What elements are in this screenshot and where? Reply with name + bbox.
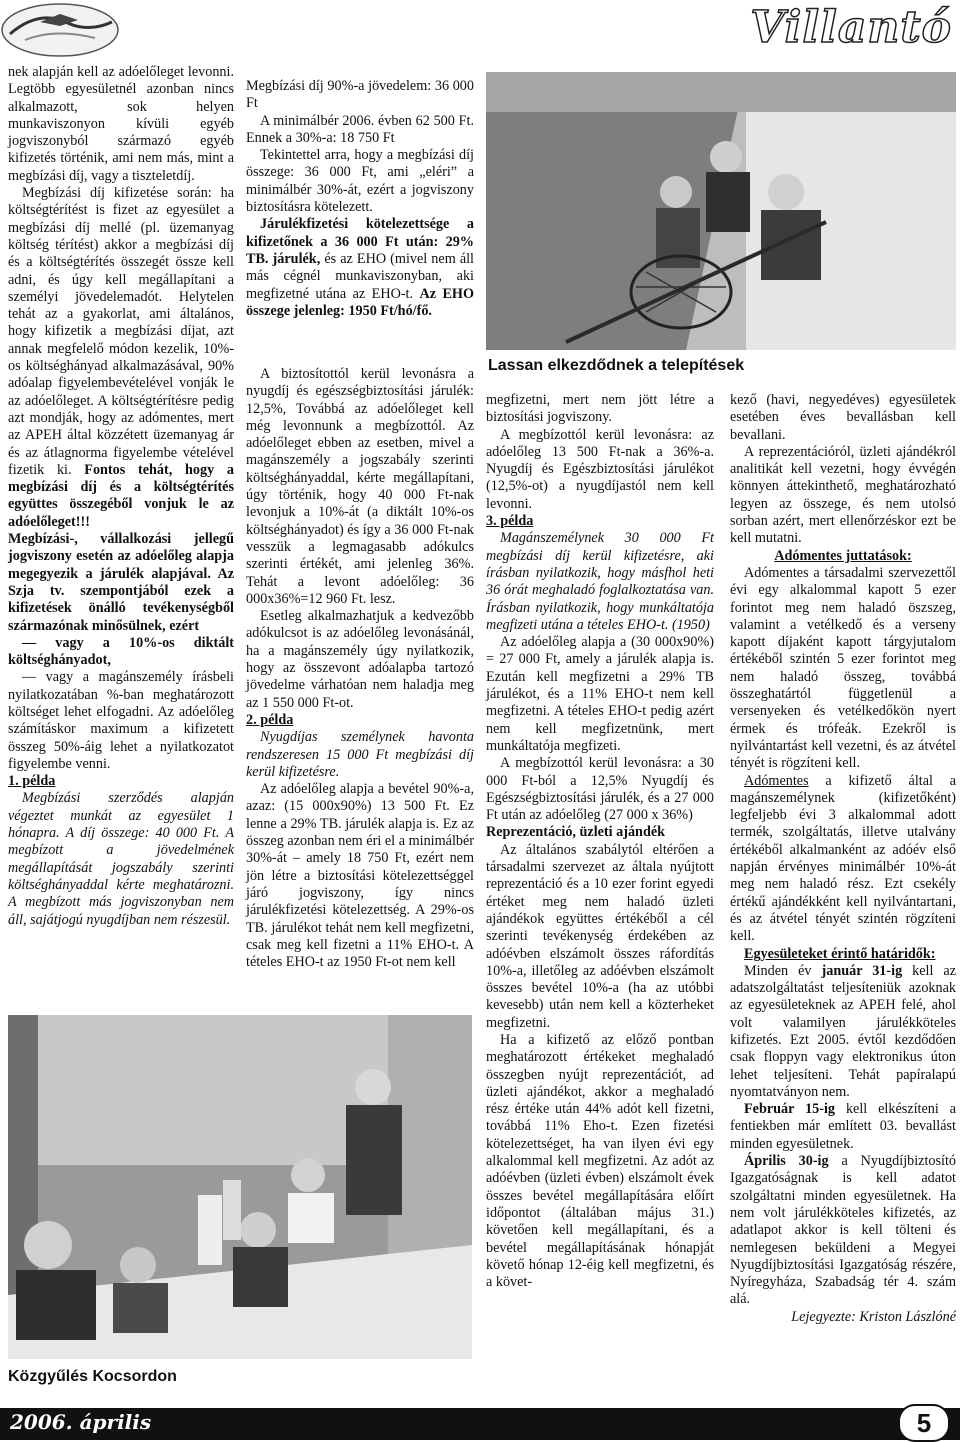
photo-caption: Lassan elkezdődnek a telepítések xyxy=(488,357,745,374)
paragraph: Tekintettel arra, hogy a megbízási díj összege: 36 000 Ft, ami „eléri” a minimálbér 30%-át, ezért a jogviszony biztosításra kötelezett. xyxy=(246,147,474,216)
signature: Lejegyezte: Kriston Lászlóné xyxy=(791,1308,956,1325)
paragraph: Megbízási-, vállalkozási jellegű jogviszony esetén az adóelőleg alapja megegyezik a járulék alapjával. Az Szja tv. szempontjából ezek a kifizetések önálló tevékenységből származónak minősülnek, ezért xyxy=(8,531,234,634)
paragraph: Esetleg alkalmazhatjuk a kedvezőbb adókulcsot is az adóelőleg levonásánál, ha a magánszemély úgy nyilatkozik, hogy az összevont adóalapba tartozó jövedelme várhatóan nem haladja meg az 1 550 000 Ft-ot. xyxy=(246,608,474,711)
paragraph: Az adóelőleg alapja a bevétel 90%-a, azaz: (15 000x90%) 13 500 Ft. Ez lenne a 29% TB. járulék alapja is. Ez az összeg azonban nem éri el a minimálbér 30%-át – amely 18 750 Ft, ezért nem jön létre a biztosítási kötelezettséggel járó jogviszony, így nincs járulékfizetési kötelezettség. A 29%-os TB. járulékot tehát nem kell megfizetni, csak meg kell fizetni a 11% EHO-t. A tételes EHO-t az 1950 Ft-ot nem kell xyxy=(246,781,474,971)
paragraph: nek alapján kell az adóelőleget levonni. Legtöbb egyesületnél azonban nincs alkalmazott, sok helyen munkaviszonyon kívüli egyéb jogviszonyból származó egyéb kifizetés történik, ami nem más, mint a megbízási díj, vagy a tiszteletdíj. xyxy=(8,64,234,184)
paragraph: Minden év január 31-ig kell az adatszolgáltatást teljesíteniük azoknak az egyesületeknek az APEH felé, ahol volt valamilyen járulékköteles kifizetés. Ezt 2005. évtől kezdődően csak floppyn vagy elektronikus úton lehet teljesíteni. Tehát papíralapú nyomtatványon nem. xyxy=(730,962,957,1100)
paragraph: Az általános szabálytól eltérően a társadalmi szervezet az általa nyújtott reprezentáció és a 10 ezer forint egyedi értéket meg nem haladó üzleti ajándékok együttes értékéből a cél szerinti tevékenység érdekében az adóévben elszámolt összes ráfordítás 10%-a, illetőleg az adóévben elszámolt összes bevétel 10%-a (ha az utóbbi kevesebb) után nem kell a közterheket megfizetni. xyxy=(486,841,714,1031)
paragraph: Adómentes a kifizető által a magánszemélynek (kifizetőként) legfeljebb évi 3 alkalommal adott termék, szolgáltatás, illetve utalvány értékéből alkalmanként az adóév első napján érvényes minimálbér 10%-át meg nem haladó rész. Ezt csekély értékű ajándékként kell nyilvántartani, és az átvétel tényét szintén rögzíteni kell. xyxy=(730,772,956,945)
paragraph: Járulékfizetési kötelezettsége a kifizetőnek a 36 000 Ft után: 29% TB. járulék, és az EHO (mivel nem áll más cégnél munkaviszonyban, aki megfizetné utána az EHO-t. Az EHO összege jelenleg: 1950 Ft/hó/fő. xyxy=(246,216,475,319)
paragraph: Adómentes a társadalmi szervezettől évi egy alkalommal kapott 5 ezer forintot meg nem haladó öszszeg, valamint a vetélkedő és a verseny kapott díjaként kapott tárgyjutalom értékéből szintén 5 ezer forintot meg nem haladó összeg, továbbá összeghatártól függetlenül a versenyeken és vetélkedőkön nyert érmek és trófeák. Ezekről is nyilvántartást kell vezetni, és az átvétel tényét is rögzíteni kell. xyxy=(730,564,956,772)
paragraph: A megbízottól kerül levonásra: az adóelőleg 13 500 Ft-nak a 36%-a. Nyugdíj és Egészbiztosítási járulékot (12,5%-ot) a nyugdíjastól nem kell levonni. xyxy=(486,426,714,512)
section-heading: Reprezentáció, üzleti ajándék xyxy=(486,824,666,841)
paragraph: Megbízási díj kifizetése során: ha költségtérítést is fizet az egyesület a megbízási díj mellé (pl. üzemanyag költség térítést) akkor a megbízási díj és a költségtérítés összegét össze kell adni, és úgy kell megállapítani a személyi jövedelemadót. Helytelen tehát az a gyakorlat, ami általános, hogy kifizetik a megbízási díjat, azt annak megfelelő módon kezelik, 10%-os költséghányad alkalmazásával, 90% adóalap figyelembevételével vonják le az adóelőleget. A költségtérítésre pedig azt mondják, hogy az adómentes, mert az APEH által közzétett üzemanyag ár és az átlagnorma figyelembe vételével fizetik ki. Fontos tehát, hogy a megbízási díj és a költségtérítés együttes összegéből vonjuk le az adóelőleget!!! xyxy=(8,185,234,530)
fishing-photo xyxy=(486,72,956,350)
paragraph: A minimálbér 2006. évben 62 500 Ft. Ennek a 30%-a: 18 750 Ft xyxy=(246,112,474,146)
paragraph: A megbízottól kerül levonásra: a 30 000 Ft-ból a 12,5% Nyugdíj és Egészségbiztosítási járulék, és a 27 000 Ft után az adóelőleg (27 000 x 36%) xyxy=(486,755,714,824)
column-4 xyxy=(730,392,956,1326)
footer-date: 2006. április xyxy=(10,1410,152,1434)
paragraph: — vagy a magánszemély írásbeli nyilatkozatában %-ban meghatározott költséget lehet elfogadni. Az adóelőleg számításkor maximum a kifizetett összeg 50%-áig lehet a nyilatkozatot figyelembe venni. xyxy=(8,669,234,772)
paragraph: Megbízási szerződés alapján végeztet munkát az egyesület 1 hónapra. A díj összege: 40 000 Ft. A megbízott a jövedelmének megállapítását jogszabály szerinti költséghányaddal kérte meghatározni. A megbízott más jogviszonyban nem áll, sajátjogú nyugdíjban nem részesül. xyxy=(8,790,234,928)
section-heading: Egyesületeket érintő határidők: xyxy=(744,945,936,962)
example-heading: 3. példa xyxy=(486,513,534,530)
column-2 xyxy=(246,366,474,971)
paragraph: Az adóelőleg alapja a (30 000x90%) = 27 000 Ft, amely a járulék alapja is. Ezután kell megfizetni a 29% TB járulékot, és a 11% EHO-t nem kell megfizetni. A tételes EHO-t pedig azért nem kell megfizetnünk, mert munkáltatója megfizeti. xyxy=(486,634,714,754)
paragraph: Február 15-ig kell elkészíteni a fentiekben már említett 03. bevallást minden egyesületnek. xyxy=(730,1101,956,1152)
paragraph: kező (havi, negyedéves) egyesületek esetében éves bevallásban kell bevallani. xyxy=(730,392,956,443)
example-heading: 1. példa xyxy=(8,773,56,790)
page-number-badge: 5 xyxy=(898,1404,950,1442)
paragraph: Magánszemélynek 30 000 Ft megbízási díj kerül kifizetésre, aki írásban nyilatkozik, hogy másfhol heti 36 órát meghaladó foglalkoztatása van. Írásban nyilatkozik, hogy munkáltatója megfizeti utána a tételes EHO-t. (1950) xyxy=(486,530,714,633)
paragraph: Megbízási díj 90%-a jövedelem: 36 000 Ft xyxy=(246,78,474,112)
paragraph: Ha a kifizető az előző pontban meghatározott értékeket meghaladó összegben nyújt reprezentációt, ad üzleti ajándékot, akkor a meghaladó rész értéke után 44% adót kell fizetni, továbbá 11% Eho-t. Ezen fizetési kötelezettséget, ha van ilyen évi egy alkalommal kell megfizetni. Az adót az adóévben (üzleti évben) elszámolt évek összes bevétel megállapítására előírt időpontot (általában május 31.) követően kell megállapítani, és a bevétel megállapításának hónapját követő hónap 12-éig kell megfizetni, és a követ- xyxy=(486,1031,714,1291)
villanto-logo: Villantó xyxy=(750,2,952,53)
paragraph: A biztosítottól kerül levonásra a nyugdíj és egészségbiztosítási járulék: 12,5%, Továbbá az adóelőleget kell még levonnunk a megbízottól. Az adóelőleget ebben az esetben, mivel a magánszemély a jogszabály szerinti költséghányaddal, kérte megállapítani, úgy történik, hogy 40 000 Ft-nak levonjuk a 10%-át (a diktált 10%-os költséghányadot) és így a 36 000 Ft-nak vesszük a legmagasabb adókulcs szerinti értékét, ami jelenleg 36%. Tehát a levont adóelőleg: 36 000x36%=12 960 Ft. lesz. xyxy=(246,366,474,607)
column-3 xyxy=(486,392,714,1291)
photo-caption: Közgyűlés Kocsordon xyxy=(8,1368,177,1385)
paragraph: Nyugdíjas személynek havonta rendszeresen 15 000 Ft megbízási díj kerül kifizetésre. xyxy=(246,729,474,780)
paragraph: — vagy a 10%-os diktált költséghányadot, xyxy=(8,634,234,669)
magazine-logo-emblem xyxy=(0,0,120,58)
paragraph: Április 30-ig a Nyugdíjbiztosító Igazgatóságnak is kell adatot szolgáltatni minden egyesületnek. Ha nem volt járulékköteles kifizetés, az adatlapot akkor is kell tölteni és nemlegesen beküldeni a Megyei Nyugdíjbiztosítási Igazgatóság részére, Nyíregyháza, Szabadság tér 4. szám alá. xyxy=(730,1153,957,1308)
meeting-photo xyxy=(8,1015,472,1359)
paragraph: A reprezentációról, üzleti ajándékról analitikát kell vezetni, hogy évvégén könnyen áttekinthető, meghatározható legyen az összege, és nem utolsó sorban azért, mert ellenőrzéskor ezt be kell mutatni. xyxy=(730,443,956,547)
column-2-top xyxy=(246,78,474,320)
section-heading: Adómentes juttatások: xyxy=(774,547,912,564)
example-heading: 2. példa xyxy=(246,711,294,728)
paragraph: megfizetni, mert nem jött létre a biztosítási jogviszony. xyxy=(486,392,714,426)
column-1 xyxy=(8,64,234,929)
